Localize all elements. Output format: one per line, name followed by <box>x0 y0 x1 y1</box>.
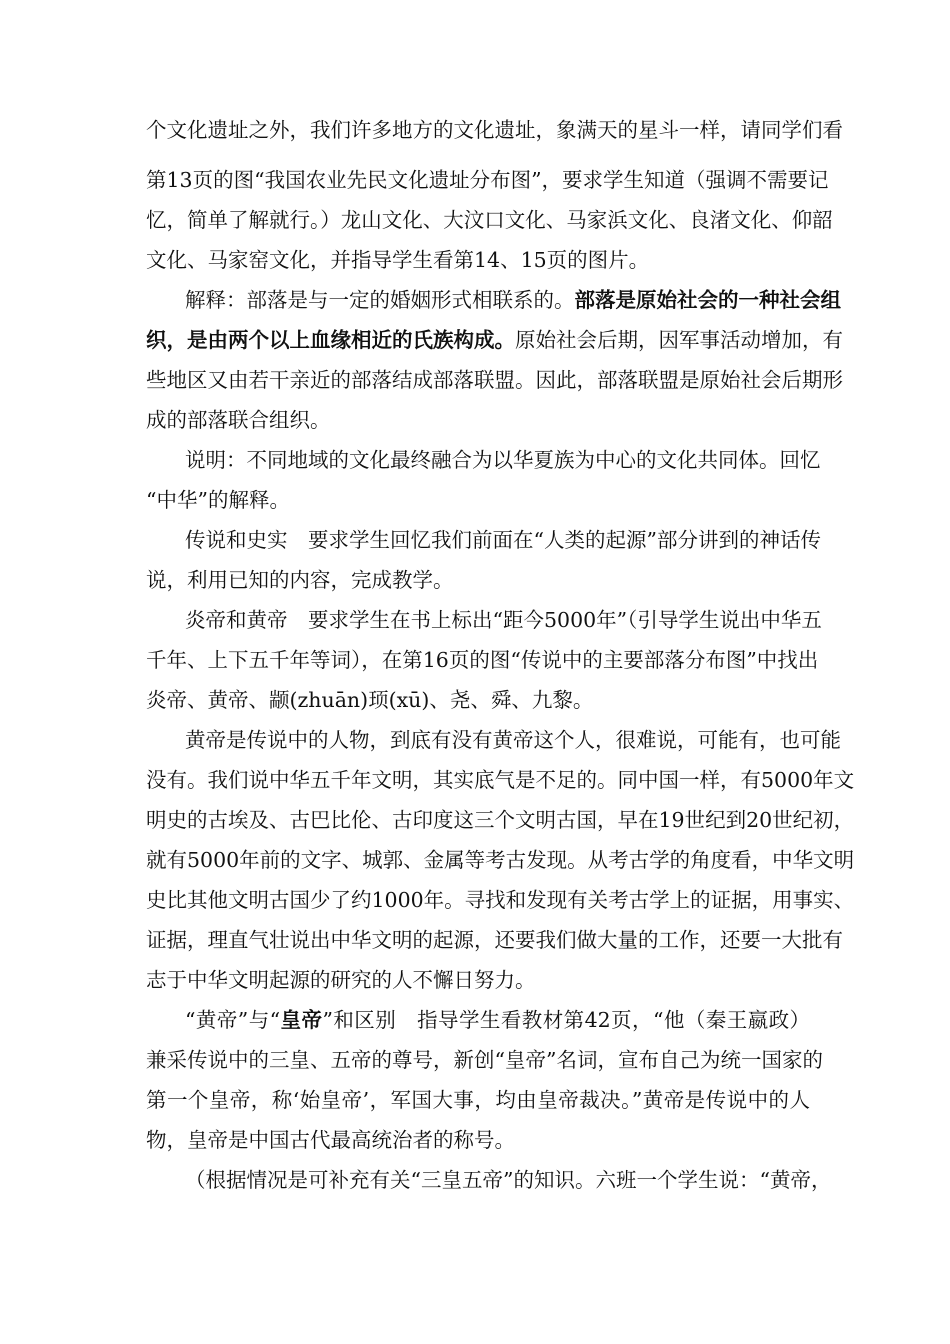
text-line: 个文化遗址之外，我们许多地方的文化遗址，象满天的星斗一样，请同学们看 <box>146 118 843 142</box>
text-line: 炎帝、黄帝、颛(zhuān)顼(xū)、尧、舜、九黎。 <box>146 688 594 712</box>
text-line: 明史的古埃及、古巴比伦、古印度这三个文明古国，早在19世纪到20世纪初， <box>146 808 855 832</box>
text-run: 原始社会后期，因军事活动增加，有 <box>515 328 843 352</box>
text-line: 志于中华文明起源的研究的人不懈日努力。 <box>146 968 536 992</box>
text-line: 黄帝是传说中的人物，到底有没有黄帝这个人，很难说，可能有，也可能 <box>185 728 841 752</box>
text-line: 就有5000年前的文字、城郭、金属等考古发现。从考古学的角度看，中华文明 <box>146 848 855 872</box>
text-line: （根据情况是可补充有关“三皇五帝”的知识。六班一个学生说：“黄帝， <box>185 1168 832 1192</box>
text-line <box>185 1005 810 1035</box>
text-line: 说明：不同地域的文化最终融合为以华夏族为中心的文化共同体。回忆 <box>185 448 821 472</box>
text-line: 千年、上下五千年等词），在第16页的图“传说中的主要部落分布图”中找出 <box>146 648 819 672</box>
text-line: 证据，理直气壮说出中华文明的起源，还要我们做大量的工作，还要一大批有 <box>146 928 843 952</box>
text-line <box>146 325 843 355</box>
bold-text-run: 部落是原始社会的一种社会组 <box>574 288 841 312</box>
text-line: 成的部落联合组织。 <box>146 408 331 432</box>
text-line: 炎帝和黄帝 要求学生在书上标出“距今5000年”（引导学生说出中华五 <box>185 608 822 632</box>
text-line: 传说和史实 要求学生回忆我们前面在“人类的起源”部分讲到的神话传 <box>185 528 821 552</box>
text-line <box>185 285 841 315</box>
text-line: 文化、马家窑文化，并指导学生看第14、15页的图片。 <box>146 248 650 272</box>
text-line: 些地区又由若干亲近的部落结成部落联盟。因此，部落联盟是原始社会后期形 <box>146 368 843 392</box>
text-line: “中华”的解释。 <box>146 488 290 512</box>
text-line: 没有。我们说中华五千年文明，其实底气是不足的。同中国一样，有5000年文 <box>146 768 855 792</box>
text-line: 兼采传说中的三皇、五帝的尊号，新创“皇帝”名词，宣布自己为统一国家的 <box>146 1048 823 1072</box>
text-run: 解释：部落是与一定的婚姻形式相联系的。 <box>185 288 575 312</box>
text-run: “黄帝”与“ <box>185 1008 281 1032</box>
text-line: 史比其他文明古国少了约1000年。寻找和发现有关考古学上的证据，用事实、 <box>146 888 855 912</box>
text-line: 物，皇帝是中国古代最高统治者的称号。 <box>146 1128 515 1152</box>
text-line: 第一个皇帝，称‘始皇帝’，军国大事，均由皇帝裁决。”黄帝是传说中的人 <box>146 1088 810 1112</box>
bold-text-run: 皇帝 <box>280 1008 323 1032</box>
text-run: ”和区别 指导学生看教材第42页，“他（秦王嬴政） <box>322 1008 810 1032</box>
text-line: 忆，简单了解就行。）龙山文化、大汶口文化、马家浜文化、良渚文化、仰韶 <box>146 208 833 232</box>
bold-text-run: 织，是由两个以上血缘相近的氏族构成。 <box>146 328 515 352</box>
text-line: 说，利用已知的内容，完成教学。 <box>146 568 454 592</box>
text-line: 第13页的图“我国农业先民文化遗址分布图”，要求学生知道（强调不需要记 <box>146 168 829 192</box>
